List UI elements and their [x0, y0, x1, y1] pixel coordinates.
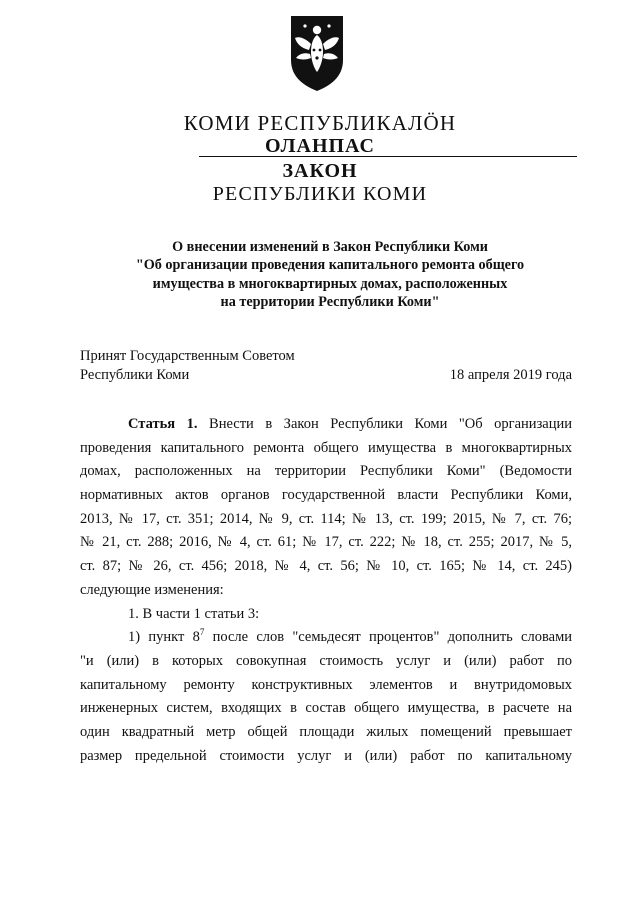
- article-line: № 21, ст. 288; 2016, № 4, ст. 61; № 17, ст. 222; № 18, ст. 255; 2017, № 5,: [80, 534, 572, 551]
- law-title: [100, 238, 560, 311]
- item-line: "и (или) в которых совокупная стоимость услуг и (или) работ по: [80, 652, 572, 669]
- article-line: следующие изменения:: [80, 581, 224, 598]
- law-title-line: "Об организации проведения капитального ремонта общего: [135, 257, 525, 274]
- adoption-note: [80, 347, 295, 385]
- coat-of-arms-emblem: [289, 14, 345, 92]
- komi-law-word: ОЛАНПАС: [265, 135, 375, 157]
- item-prefix: 1) пункт 8: [128, 629, 200, 646]
- adoption-line: Республики Коми: [80, 367, 190, 383]
- article-line: 2013, № 17, ст. 351; 2014, № 9, ст. 114; № 13, ст. 199; 2015, № 7, ст. 76;: [80, 510, 572, 527]
- law-title-line: имущества в многоквартирных домах, расположенных: [152, 275, 508, 292]
- article-line: проведения капитального ремонта общего имущества в многоквартирных: [80, 439, 572, 456]
- item-superscript: 7: [199, 627, 205, 638]
- article-first-line: [80, 413, 572, 437]
- adoption-date: 18 апреля 2019 года: [449, 367, 572, 383]
- item-line: инженерных систем, входящих в состав общего имущества, в расчете на: [80, 700, 572, 717]
- komi-republic-name: КОМИ РЕСПУБЛИКАЛÖН: [183, 111, 457, 135]
- law-title-line: О внесении изменений в Закон Республики Коми: [172, 239, 488, 255]
- law-title-line: на территории Республики Коми": [220, 293, 440, 310]
- item-line: капитальному ремонту конструктивных элементов и внутридомовых: [80, 676, 572, 693]
- item-line: один квадратный метр общей площади жилых помещений превышает: [80, 723, 572, 740]
- republic-name: РЕСПУБЛИКИ КОМИ: [212, 183, 428, 205]
- article-line: нормативных актов органов государственной власти Республики Коми,: [80, 487, 572, 504]
- item-first-line: [80, 626, 572, 650]
- article-label: Статья 1.: [128, 416, 198, 432]
- article-text: Внести в Закон Республики Коми "Об организации: [209, 416, 572, 432]
- item-rest: после слов "семьдесят процентов" дополнить словами: [204, 629, 572, 646]
- article-body: [80, 413, 572, 768]
- header-divider: [199, 156, 577, 157]
- part-heading: 1. В части 1 статьи 3:: [128, 605, 260, 622]
- law-word: ЗАКОН: [282, 160, 358, 182]
- item-line: размер предельной стоимости услуг и (или) работ по капитальному: [80, 747, 572, 764]
- adoption-line: Принят Государственным Советом: [80, 348, 295, 364]
- article-line: домах, расположенных на территории Республики Коми" (Ведомости: [80, 463, 572, 480]
- article-line: ст. 87; № 26, ст. 456; 2018, № 4, ст. 56; № 10, ст. 165; № 14, ст. 245): [80, 558, 572, 575]
